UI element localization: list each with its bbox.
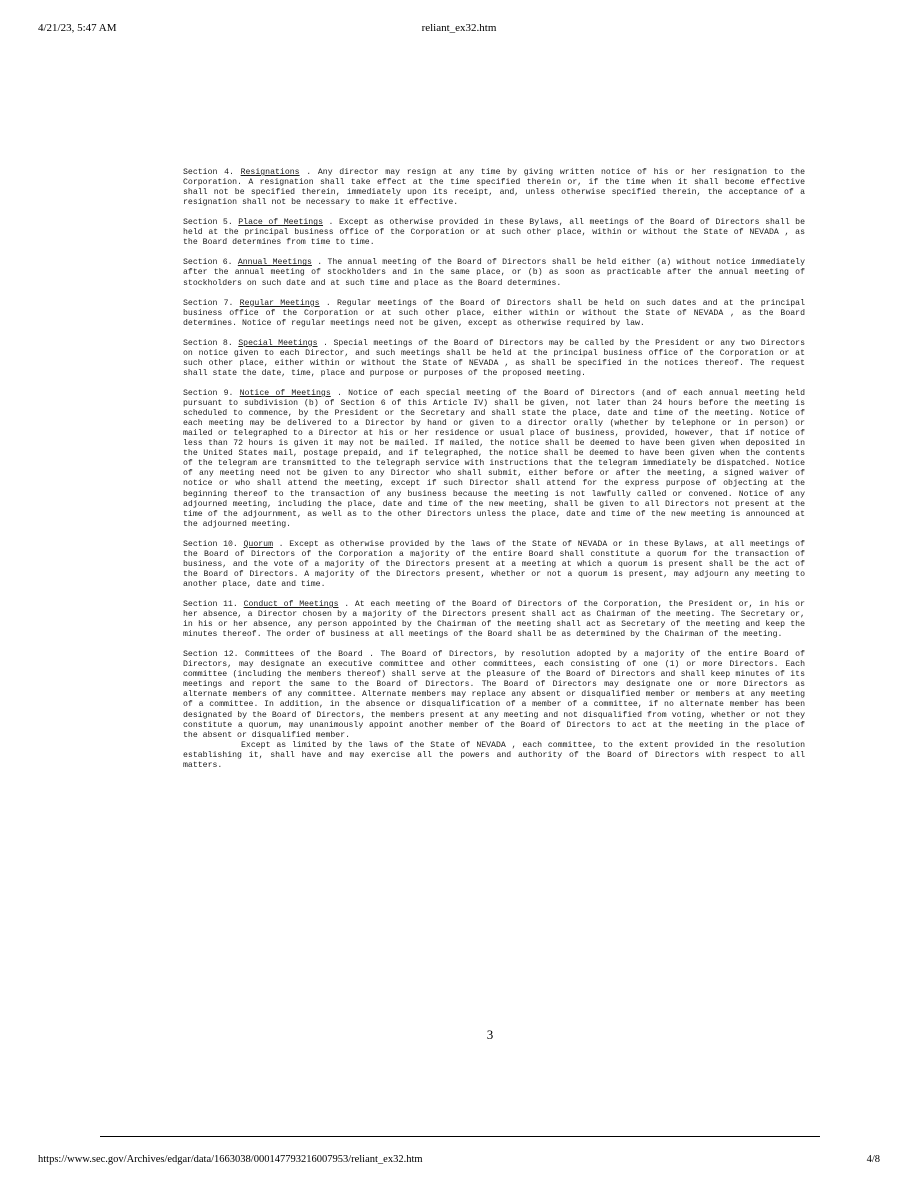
print-datetime: 4/21/23, 5:47 AM bbox=[38, 22, 117, 34]
section-12-continuation: Except as limited by the laws of the State of NEVADA , each committee, to the extent provided in the resolution establishing it, shall have and may exercise all the powers and authority of the Board of Directors with respect to all matters. bbox=[183, 740, 805, 770]
source-url: https://www.sec.gov/Archives/edgar/data/1663038/000147793216007953/reliant_ex32.htm bbox=[38, 1154, 423, 1165]
page-counter: 4/8 bbox=[866, 1154, 880, 1165]
section-prefix: Section 5. bbox=[183, 218, 239, 228]
section-heading: Notice of Meetings bbox=[239, 389, 331, 399]
section-heading: Conduct of Meetings bbox=[243, 600, 339, 610]
section-5 bbox=[183, 218, 805, 248]
section-text: . Special meetings of the Board of Directors may be called by the President or any two Directors on notice given to each Director, and such meetings shall be held at the principal business office of the Corporation or at such other place, either within or without the State of NEVADA , as shall be specified in the notices thereof. The request shall state the date, time, place and purpose or purposes of the proposed meeting. bbox=[183, 338, 806, 378]
section-prefix: Section 10. bbox=[183, 539, 244, 549]
section-heading: Regular Meetings bbox=[239, 298, 320, 308]
section-text: . Any director may resign at any time by giving written notice of his or her resignation to the Corporation. A resignation shall take effect at the time specified therein or, if the time when it shall become effective shall not be specified therein, immediately upon its receipt, and, unless otherwise specified therein, the acceptance of a resignation shall not be necessary to make it effective. bbox=[183, 168, 805, 208]
section-heading: Place of Meetings bbox=[238, 218, 324, 228]
section-text: Committees of the Board . The Board of Directors, by resolution adopted by a majority of the entire Board of Directors, may designate an executive committee and other committees, each consisting of one (1) or more Directors. Each committee (including the members thereof) shall serve at the pleasure of the Board of Directors and shall keep minutes of its meetings and report the same to the Board of Directors. The Board of Directors may designate one or more Directors as alternate members of any committee. Alternate members may replace any absent or disqualified member or members at any meeting of a committee. In addition, in the absence or disqualification of a member of a committee, if no alternate member has been designated by the Board of Directors, the members present at any meeting and not disqualified from voting, whether or not they constitute a quorum, may unanimously appoint another member of the Board of Directors to act at the meeting in the place of the absent or disqualified member. bbox=[183, 650, 805, 740]
section-10 bbox=[183, 540, 805, 590]
section-heading: Annual Meetings bbox=[237, 258, 312, 268]
document-body bbox=[183, 168, 805, 771]
section-6 bbox=[183, 258, 805, 288]
section-text: . At each meeting of the Board of Directors of the Corporation, the President or, in his or her absence, a Director chosen by a majority of the Directors present shall act as Chairman of the meeting. The Secretary or, in his or her absence, any person appointed by the Chairman of the meeting shall act as Secretary of the meeting and keep the minutes thereof. The order of business at all meetings of the Board shall be as determined by the Chairman of the meeting. bbox=[183, 600, 806, 640]
section-prefix: Section 4. bbox=[183, 168, 241, 177]
document-title: reliant_ex32.htm bbox=[421, 22, 497, 34]
section-prefix: Section 9. bbox=[183, 389, 240, 399]
section-prefix: Section 8. bbox=[183, 338, 239, 348]
section-prefix: Section 11. bbox=[183, 600, 244, 610]
section-7 bbox=[183, 299, 805, 329]
section-9 bbox=[183, 389, 805, 530]
section-text: . Regular meetings of the Board of Directors shall be held on such dates and at the principal business office of the Corporation or at such other place, either within or without the State of NEVADA , as the Board determines. Notice of regular meetings need not be given, except as otherwise required by law. bbox=[183, 298, 805, 328]
section-prefix: Section 7. bbox=[183, 298, 240, 308]
section-prefix: Section 12. bbox=[183, 650, 246, 660]
section-heading: Quorum bbox=[243, 539, 273, 549]
section-11 bbox=[183, 600, 805, 640]
section-text: . The annual meeting of the Board of Directors shall be held either (a) without notice immediately after the annual meeting of stockholders and in the same place, or (b) as soon as practicable after the annual meeting of stockholders on such date and at such time and place as the Board determines. bbox=[183, 258, 806, 288]
section-heading: Resignations bbox=[240, 168, 300, 177]
footer-divider bbox=[100, 1136, 820, 1137]
section-8 bbox=[183, 339, 805, 379]
page-number: 3 bbox=[486, 1027, 494, 1042]
section-text: . Except as otherwise provided by the laws of the State of NEVADA or in these Bylaws, at all meetings of the Board of Directors of the Corporation a majority of the entire Board shall constitute a quorum for the transaction of business, and the vote of a majority of the Directors present at a meeting at which a quorum is present shall be the act of the Board of Directors. A majority of the Directors present, whether or not a quorum is present, may adjourn any meeting to another place, date and time. bbox=[183, 539, 805, 589]
section-heading: Special Meetings bbox=[238, 338, 318, 348]
section-prefix: Section 6. bbox=[183, 258, 238, 268]
section-12 bbox=[183, 650, 805, 771]
section-text: . Notice of each special meeting of the Board of Directors (and of each annual meeting held pursuant to subdivision (b) of Section 6 of this Article IV) shall be given, not later than 24 hours before the meeting is scheduled to commence, by the President or the Secretary and shall state the place, date and time of the meeting. Notice of each meeting may be delivered to a Director by hand or given to a director orally (whether by telephone or in person) or mailed or telegraphed to a Director at his or her residence or usual place of business, provided, however, that if notice of less than 72 hours is given it may not be mailed. If mailed, the notice shall be deemed to have been given when deposited in the United States mail, postage prepaid, and if telegraphed, the notice shall be deemed to have been given when the contents of the telegram are transmitted to the telegraph service with instructions that the telegram immediately be dispatched. Notice of any meeting need not be given to any Director who shall submit, either before or after the meeting, a signed waiver of notice or who shall attend the meeting, except if such Director shall attend for the express purpose of objecting at the beginning thereof to the transaction of any business because the meeting is not lawfully called or convened. Notice of any adjourned meeting, including the place, date and time of the new meeting, shall be given to all Directors not present at the time of the adjournment, as well as to the other Directors unless the place, date and time of the new meeting is announced at the adjourned meeting. bbox=[183, 389, 805, 529]
section-4 bbox=[183, 168, 805, 208]
section-text: . Except as otherwise provided in these Bylaws, all meetings of the Board of Directors shall be held at the principal business office of the Corporation or at such other place, within or without the State of NEVADA , as the Board determines from time to time. bbox=[183, 218, 806, 248]
